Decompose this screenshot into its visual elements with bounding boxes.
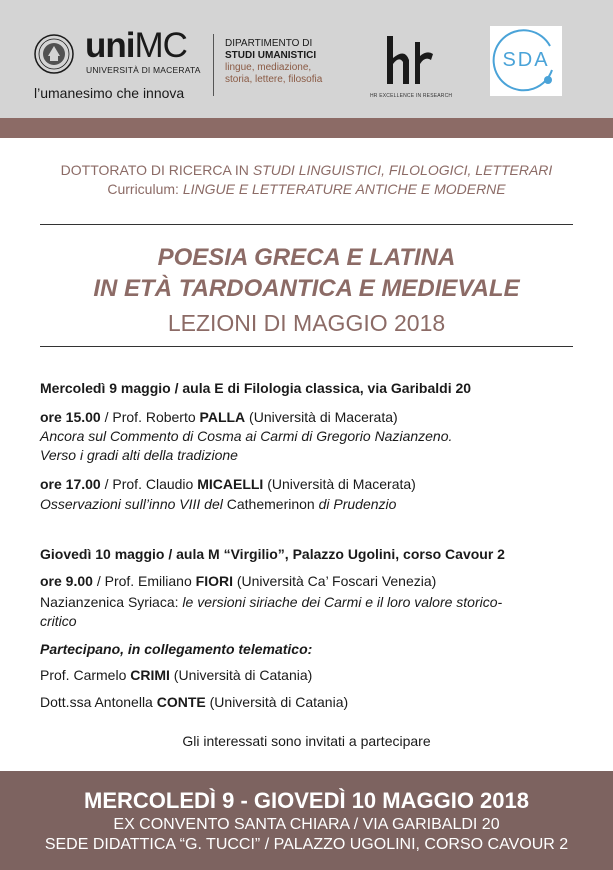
day1-lecture1-title-2: Verso i gradi alti della tradizione xyxy=(40,447,238,463)
header xyxy=(0,0,613,118)
day1-lecture2-title: Osservazioni sull’inno VIII del Cathemerinon di Prudenzio xyxy=(40,496,397,512)
curriculum-line: Curriculum: LINGUE E LETTERATURE ANTICHE E MODERNE xyxy=(107,181,506,197)
dept-line-2: STUDI UMANISTICI xyxy=(225,50,317,61)
department-block xyxy=(225,38,322,86)
day1-lecture1-title-1: Ancora sul Commento di Cosma ai Carmi di Gregorio Nazianzeno. xyxy=(40,428,453,444)
university-name: UNIVERSITÀ DI MACERATA xyxy=(86,65,201,75)
title-line-2: IN ETÀ TARDOANTICA E MEDIEVALE xyxy=(93,275,520,302)
footer-venue-1: EX CONVENTO SANTA CHIARA / VIA GARIBALDI 20 xyxy=(113,816,500,833)
dept-line-4: storia, lettere, filosofia xyxy=(225,74,323,85)
university-motto: l’umanesimo che innova xyxy=(34,85,185,101)
day1-heading: Mercoledì 9 maggio / aula E di Filologia classica, via Garibaldi 20 xyxy=(40,380,472,396)
participant-1: Prof. Carmelo CRIMI (Università di Catania) xyxy=(40,667,313,683)
dept-line-1: DIPARTIMENTO DI xyxy=(225,38,313,49)
participant-2: Dott.ssa Antonella CONTE (Università di Catania) xyxy=(40,694,349,710)
title-line-1: POESIA GRECA E LATINA xyxy=(157,244,456,271)
unimc-logo: uniMC xyxy=(85,26,187,65)
hr-excellence-logo-icon xyxy=(385,34,435,86)
hr-caption: HR EXCELLENCE IN RESEARCH xyxy=(370,93,453,99)
footer-dates: MERCOLEDÌ 9 - GIOVEDÌ 10 MAGGIO 2018 xyxy=(84,788,529,813)
day2-heading: Giovedì 10 maggio / aula M “Virgilio”, Palazzo Ugolini, corso Cavour 2 xyxy=(40,546,505,562)
title-rule-bottom xyxy=(40,346,573,347)
day1-lecture2: ore 17.00 / Prof. Claudio MICAELLI (Università di Macerata) xyxy=(40,476,416,492)
footer-venue-2: SEDE DIDATTICA “G. TUCCI” / PALAZZO UGOLINI, CORSO CAVOUR 2 xyxy=(44,836,569,853)
header-band xyxy=(0,118,613,138)
invitation-text: Gli interessati sono invitati a partecipare xyxy=(182,733,431,749)
doctorate-line: DOTTORATO DI RICERCA IN STUDI LINGUISTICI, FILOLOGICI, LETTERARI xyxy=(60,162,553,178)
header-divider xyxy=(213,34,214,96)
title-rule-top xyxy=(40,224,573,225)
day1-lecture1: ore 15.00 / Prof. Roberto PALLA (Università di Macerata) xyxy=(40,409,398,425)
dept-line-3: lingue, mediazione, xyxy=(225,62,312,73)
title-line-3: LEZIONI DI MAGGIO 2018 xyxy=(167,310,446,336)
day2-lecture1-title-1: Nazianzenica Syriaca: le versioni siriache dei Carmi e il loro valore storico- xyxy=(40,594,503,610)
sda-logo xyxy=(490,26,562,96)
participants-heading: Partecipano, in collegamento telematico: xyxy=(40,641,313,657)
university-seal-icon xyxy=(34,34,74,74)
sda-logo-text: SDA xyxy=(502,49,550,71)
day2-lecture1: ore 9.00 / Prof. Emiliano FIORI (Università Ca’ Foscari Venezia) xyxy=(40,573,437,589)
day2-lecture1-title-2: critico xyxy=(40,613,77,629)
